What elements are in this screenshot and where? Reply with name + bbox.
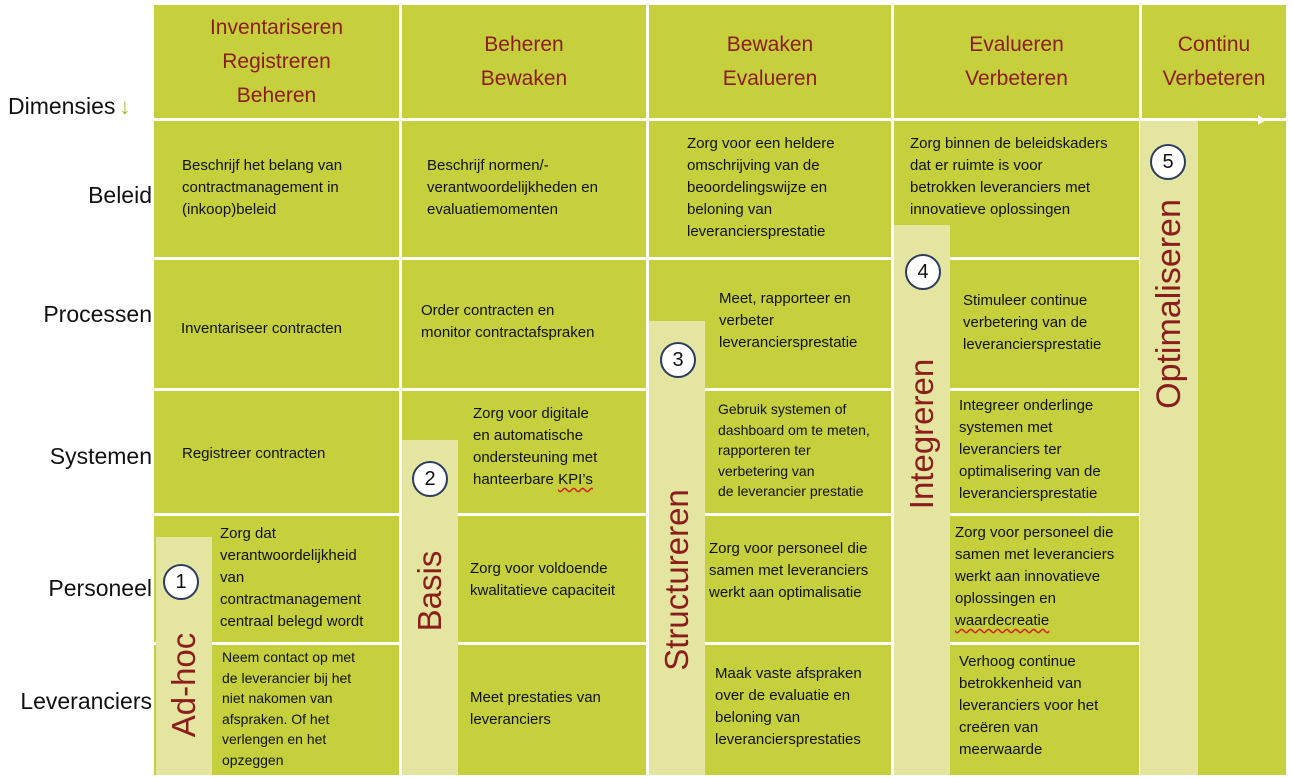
cell-line: opzeggen: [222, 751, 284, 768]
cell-line: Zorg voor voldoende: [470, 560, 608, 577]
cell-line: over de evaluatie en: [715, 687, 851, 704]
cell-line: leveranciersprestatie: [719, 334, 858, 351]
cell-line: Zorg voor digitale: [473, 405, 589, 422]
level-label-optimaliseren: Optimaliseren: [1150, 199, 1188, 409]
cell-line: Beschrijf normen/-: [427, 157, 549, 174]
cell-line: innovatieve oplossingen: [910, 201, 1071, 218]
cell-c3-beleid: [649, 121, 891, 257]
cell-text: hanteerbare: [473, 471, 559, 488]
cell-line: beoordelingswijze en: [687, 179, 828, 196]
cell-line: Verhoog continue: [959, 653, 1076, 670]
cell-line: rapporteren ter: [718, 442, 811, 458]
heading-line: Evalueren: [969, 32, 1064, 56]
cell-line: verbetering van de: [963, 314, 1088, 331]
cell-line: leveranciers: [470, 711, 551, 728]
cell-line: waardecreatie: [955, 612, 1050, 629]
cell-line: werkt aan optimalisatie: [709, 584, 862, 601]
cell-line: Beschrijf het belang van: [182, 157, 343, 174]
heading-line: Verbeteren: [1162, 66, 1266, 90]
cell-line: van: [220, 569, 245, 586]
cell-line: samen met leveranciers: [955, 546, 1115, 563]
cell-line: centraal belegd wordt: [220, 613, 364, 630]
cell-line: oplossingen en: [955, 590, 1056, 607]
cell-line: betrokken leveranciers met: [910, 179, 1091, 196]
cell-line: Zorg voor personeel die: [709, 540, 868, 557]
cell-line: leveranciersprestatie: [963, 336, 1102, 353]
cell-c1-beleid: [154, 121, 399, 257]
cell-line: (inkoop)beleid: [182, 201, 277, 218]
heading-line: Beheren: [236, 83, 317, 107]
cell-line: Zorg binnen de beleidskaders: [910, 135, 1108, 152]
arrow-right-icon: [1198, 113, 1268, 127]
column-heading-2: [402, 5, 646, 118]
cell-line: Zorg voor personeel die: [955, 524, 1114, 541]
cell-line: kwalitatieve capaciteit: [470, 582, 616, 599]
level-number-4: 4: [905, 254, 941, 290]
column-heading-4: [894, 5, 1139, 118]
cell-line: Inventariseer contracten: [181, 320, 342, 337]
level-label-basis: Basis: [411, 550, 448, 632]
dimension-systemen: Systemen: [49, 443, 152, 469]
level-bar-4: [894, 225, 950, 775]
cell-line: Maak vaste afspraken: [715, 665, 862, 682]
cell-line: systemen met: [959, 419, 1053, 436]
level-label-adhoc: Ad-hoc: [165, 632, 202, 737]
level-label-integreren: Integreren: [903, 358, 940, 510]
cell-line: leveranciersprestaties: [715, 731, 861, 748]
cell-line: beloning van: [715, 709, 801, 726]
cell-line: de leverancier bij het: [222, 669, 352, 686]
heading-line: Registreren: [222, 49, 331, 73]
dimension-beleid: Beleid: [88, 182, 152, 208]
cell-line: dashboard om te meten,: [718, 421, 870, 438]
dimension-processen: Processen: [43, 301, 152, 327]
cell-line: evaluatiemomenten: [427, 201, 558, 218]
cell-line: beloning van: [687, 201, 773, 218]
column-heading-5: [1142, 5, 1286, 118]
cell-line: leveranciersprestatie: [687, 223, 826, 240]
level-number-3: 3: [660, 342, 696, 378]
column-heading-1: [154, 5, 399, 118]
heading-line: Continu: [1177, 32, 1251, 56]
cell-line: creëren van: [959, 719, 1039, 736]
cell-line: de leverancier prestatie: [718, 483, 864, 499]
cell-line: contractmanagement in: [182, 179, 339, 196]
cell-line: afspraken. Of het: [222, 710, 330, 727]
cell-line: leveranciers ter: [959, 441, 1062, 458]
cell-c2-beleid: [402, 121, 646, 257]
level-bar-5: [1140, 121, 1198, 775]
dimension-leveranciers: Leveranciers: [20, 688, 152, 714]
cell-line: meerwaarde: [959, 741, 1043, 758]
heading-line: Inventariseren: [209, 15, 344, 39]
cell-line: Order contracten en: [421, 302, 555, 319]
cell-line: dat er ruimte is voor: [910, 157, 1043, 174]
level-label-structureren: Structureren: [658, 488, 695, 671]
kpi-text: KPI’s: [558, 471, 593, 488]
cell-line: Integreer onderlinge: [959, 397, 1094, 414]
cell-line: leveranciersprestatie: [959, 485, 1098, 502]
cell-line: Meet, rapporteer en: [719, 290, 851, 307]
cell-line: en automatische: [473, 427, 584, 444]
cell-line: optimalisering van de: [959, 463, 1101, 480]
heading-line: Evalueren: [722, 66, 818, 90]
heading-line: Bewaken: [726, 32, 814, 56]
cell-line: samen met leveranciers: [709, 562, 869, 579]
cell-c1-systemen: [154, 391, 399, 513]
cell-line: omschrijving van de: [687, 157, 820, 174]
cell-line: verbeter: [719, 312, 775, 329]
cell-line: Stimuleer continue: [963, 292, 1088, 309]
cell-line: verantwoordelijkheid: [220, 547, 357, 564]
dimensions-header-label: Dimensies: [8, 93, 116, 119]
heading-line: Verbeteren: [965, 66, 1068, 90]
cell-line: Meet prestaties van: [470, 689, 601, 706]
cell-line: verbetering van: [718, 462, 815, 479]
cell-line: monitor contractafspraken: [421, 324, 595, 341]
dimensions-header: [8, 91, 130, 122]
cell-line: niet nakomen van: [222, 690, 333, 706]
maturity-grid: [154, 5, 1286, 775]
heading-line: Beheren: [484, 32, 564, 56]
cell-line: leveranciers voor het: [959, 697, 1099, 714]
level-number-2: 2: [412, 461, 448, 497]
level-number-5: 5: [1150, 144, 1186, 180]
cell-line: werkt aan innovatieve: [955, 568, 1101, 585]
cell-line: betrokkenheid van: [959, 675, 1082, 692]
cell-line: Registreer contracten: [182, 445, 326, 462]
column-heading-3: [649, 5, 891, 118]
arrow-down-icon: ↓: [119, 94, 131, 119]
cell-line: [473, 469, 597, 491]
cell-line: ondersteuning met: [473, 449, 598, 466]
cell-line: verlengen en het: [222, 731, 327, 747]
level-bar-3: [649, 321, 705, 775]
cell-line: Zorg dat: [220, 525, 276, 542]
cell-line: Zorg voor een heldere: [687, 135, 835, 152]
dimension-personeel: Personeel: [48, 575, 152, 601]
cell-line: contractmanagement: [220, 591, 361, 608]
cell-line: Gebruik systemen of: [718, 401, 847, 417]
cell-line: Neem contact op met: [222, 649, 356, 665]
cell-line: verantwoordelijkheden en: [427, 179, 598, 196]
cell-c1-processen: [154, 260, 399, 388]
cell-c2-processen: [402, 260, 646, 388]
heading-line: Bewaken: [480, 66, 568, 90]
level-number-1: 1: [163, 564, 199, 600]
